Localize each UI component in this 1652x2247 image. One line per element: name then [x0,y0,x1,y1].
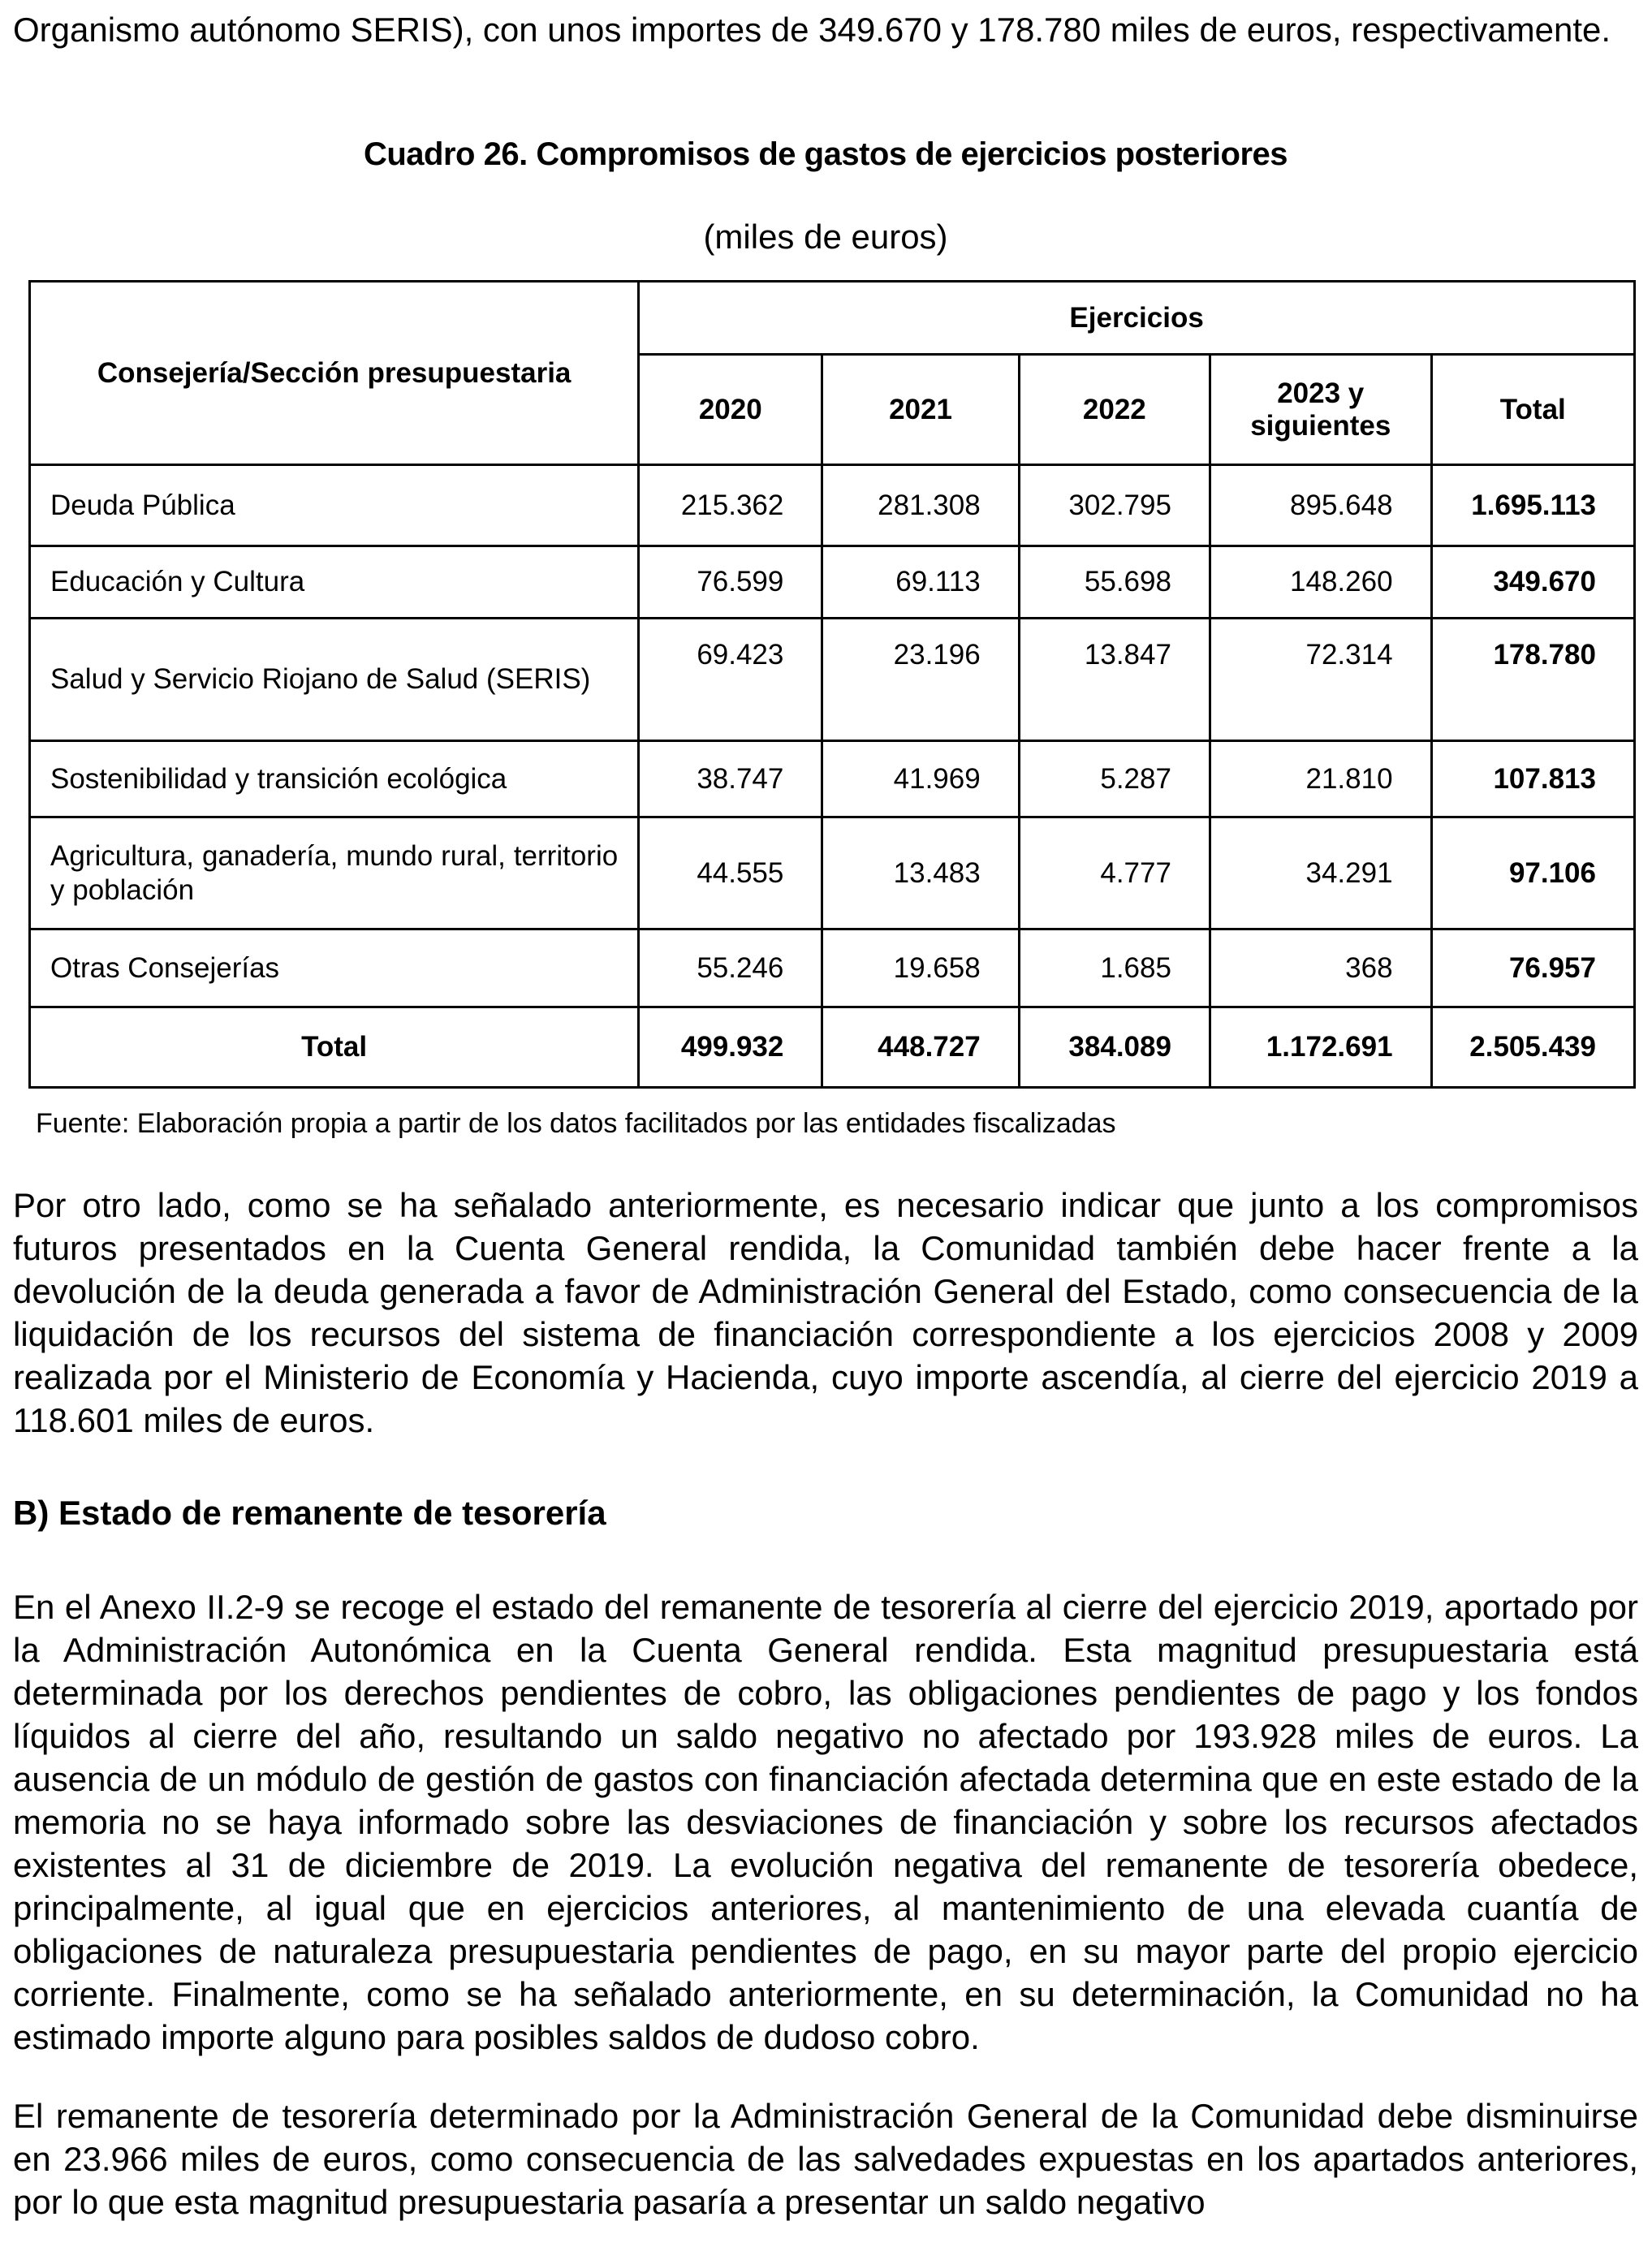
row-label: Educación y Cultura [30,546,639,619]
header-section: Consejería/Sección presupuestaria [30,282,639,465]
cell-2020: 76.599 [639,546,822,619]
table-row [30,929,1635,1007]
header-year: 2022 [1019,355,1210,465]
header-year: 2021 [822,355,1019,465]
cell-total: 178.780 [1431,619,1634,741]
cell-2021: 281.308 [822,465,1019,546]
cell-total: 1.695.113 [1431,465,1634,546]
cell-2021: 41.969 [822,741,1019,817]
row-label: Salud y Servicio Riojano de Salud (SERIS) [30,619,639,741]
table-row [30,546,1635,619]
cell-2020: 38.747 [639,741,822,817]
cell-2022: 55.698 [1019,546,1210,619]
table-total-row [30,1007,1635,1088]
cell-2020: 55.246 [639,929,822,1007]
cell-2021: 19.658 [822,929,1019,1007]
cell-2023: 148.260 [1210,546,1431,619]
cell-total: 107.813 [1431,741,1634,817]
cell-2021: 69.113 [822,546,1019,619]
table-row [30,817,1635,929]
table-units: (miles de euros) [703,218,948,256]
cell-2022: 5.287 [1019,741,1210,817]
cell-2020: 499.932 [639,1007,822,1088]
cell-2023: 1.172.691 [1210,1007,1431,1088]
cell-2022: 384.089 [1019,1007,1210,1088]
body-paragraph: En el Anexo II.2-9 se recoge el estado del remanente de tesorería al cierre del ejercicio 2019, aportado por la Administración Autonómica en la Cuenta General rendida. Esta magnitud presupuestaria está determinada por los derechos pendientes de cobro, las obligaciones pendientes de pago y los fondos líquidos al cierre del año, resultando un saldo negativo no afectado por 193.928 miles de euros. La ausencia de un módulo de gestión de gastos con financiación afectada determina que en este estado de la memoria no se haya informado sobre las desviaciones de financiación y sobre los recursos afectados existentes al 31 de diciembre de 2019. La evolución negativa del remanente de tesorería obedece, principalmente, al igual que en ejercicios anteriores, al mantenimiento de una elevada cuantía de obligaciones de naturaleza presupuestaria pendientes de pago, en su mayor parte del propio ejercicio corriente. Finalmente, como se ha señalado anteriormente, en su determinación, la Comunidad no ha estimado importe alguno para posibles saldos de dudoso cobro. [13,1588,1638,2056]
row-label: Deuda Pública [30,465,639,546]
cell-2023: 21.810 [1210,741,1431,817]
table-row [30,619,1635,741]
section-heading: B) Estado de remanente de tesorería [13,1494,606,1532]
cell-2022: 13.847 [1019,619,1210,741]
cell-2021: 448.727 [822,1007,1019,1088]
cell-2023: 72.314 [1210,619,1431,741]
cell-2020: 69.423 [639,619,822,741]
cell-2022: 1.685 [1019,929,1210,1007]
table-row [30,741,1635,817]
row-label: Agricultura, ganadería, mundo rural, territorio y población [30,817,639,929]
table-row [30,465,1635,546]
cell-2023: 34.291 [1210,817,1431,929]
body-paragraph: Por otro lado, como se ha señalado anteriormente, es necesario indicar que junto a los compromisos futuros presentados en la Cuenta General rendida, la Comunidad también debe hacer frente a la devolución de la deuda generada a favor de Administración General del Estado, como consecuencia de la liquidación de los recursos del sistema de financiación correspondiente a los ejercicios 2008 y 2009 realizada por el Ministerio de Economía y Hacienda, cuyo importe ascendía, al cierre del ejercicio 2019 a 118.601 miles de euros. [13,1186,1638,1439]
cell-2023: 895.648 [1210,465,1431,546]
cell-2021: 23.196 [822,619,1019,741]
cell-total: 349.670 [1431,546,1634,619]
cell-2023: 368 [1210,929,1431,1007]
cell-total: 97.106 [1431,817,1634,929]
header-year: 2020 [639,355,822,465]
commitments-table [28,280,1636,1089]
header-total: Total [1431,355,1634,465]
row-label: Otras Consejerías [30,929,639,1007]
table-title: Cuadro 26. Compromisos de gastos de ejercicios posteriores [363,136,1288,172]
source-note: Fuente: Elaboración propia a partir de los datos facilitados por las entidades fiscalizadas [36,1108,1116,1139]
intro-paragraph: Organismo autónomo SERIS), con unos importes de 349.670 y 178.780 miles de euros, respectivamente. [13,11,1611,49]
cell-total: 76.957 [1431,929,1634,1007]
header-year: 2023 y siguientes [1210,355,1431,465]
body-paragraph: El remanente de tesorería determinado por la Administración General de la Comunidad debe disminuirse en 23.966 miles de euros, como consecuencia de las salvedades expuestas en los apartados anteriores, por lo que esta magnitud presupuestaria pasaría a presentar un saldo negativo [13,2097,1638,2221]
cell-2022: 302.795 [1019,465,1210,546]
cell-2022: 4.777 [1019,817,1210,929]
total-label: Total [30,1007,639,1088]
cell-total: 2.505.439 [1431,1007,1634,1088]
cell-2020: 215.362 [639,465,822,546]
cell-2020: 44.555 [639,817,822,929]
cell-2021: 13.483 [822,817,1019,929]
header-group: Ejercicios [639,282,1635,355]
row-label: Sostenibilidad y transición ecológica [30,741,639,817]
